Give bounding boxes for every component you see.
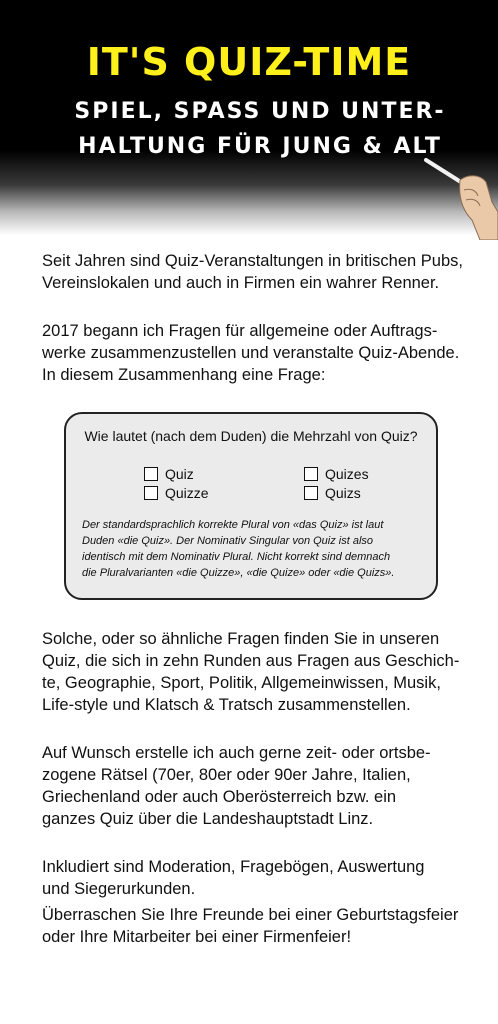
quiz-question: Wie lautet (nach dem Duden) die Mehrzahl von Quiz?: [84, 428, 418, 444]
intro-paragraph-1: Seit Jahren sind Quiz-Veranstaltungen in britischen Pubs, Vereinslokalen und auch in Firmen ein wahrer Renner.: [42, 252, 463, 292]
checkbox-icon[interactable]: [144, 486, 158, 500]
quiz-explanation: Der standardsprachlich korrekte Plural von «das Quiz» ist laut Duden «die Quiz». Der Nominativ Singular von Quiz ist also identisch mit dem Nominativ Plural. Nicht korrekt sind demnach die Pluralvarianten «die Quizze», «die Quize» oder «die Quizs».: [82, 519, 395, 579]
subtitle-line-2: HALTUNG FÜR JUNG & ALT: [78, 134, 442, 159]
body-paragraph-1: Solche, oder so ähnliche Fragen finden Sie in unseren Quiz, die sich in zehn Runden aus Fragen aus Geschich- te, Geographie, Sport, Politik, Allgemeinwissen, Musik, Life-style und Klatsch & Tratsch zusammenstellen.: [42, 630, 460, 714]
subtitle-line-1: SPIEL, SPASS UND UNTER-: [74, 99, 446, 124]
body-paragraph-2: Auf Wunsch erstelle ich auch gerne zeit- oder ortsbe- zogene Rätsel (70er, 80er oder 90er Jahre, Italien, Griechenland oder auch Oberösterreich bzw. ein ganzes Quiz über die Landeshauptstadt Linz.: [42, 744, 431, 828]
quiz-question-box: [64, 412, 438, 600]
option-quizze[interactable]: Quizze: [144, 485, 209, 501]
body-paragraph-4: Überraschen Sie Ihre Freunde bei einer Geburtstagsfeier oder Ihre Mitarbeiter bei einer Firmenfeier!: [42, 906, 459, 946]
hand-with-chalk-icon: [420, 150, 498, 240]
checkbox-icon[interactable]: [304, 486, 318, 500]
option-quizes[interactable]: Quizes: [304, 466, 369, 482]
page-title: IT'S QUIZ-TIME: [86, 40, 412, 84]
option-quizs[interactable]: Quizs: [304, 485, 361, 501]
checkbox-icon[interactable]: [304, 467, 318, 481]
checkbox-icon[interactable]: [144, 467, 158, 481]
body-paragraph-3: Inkludiert sind Moderation, Fragebögen, Auswertung und Siegerurkunden.: [42, 858, 425, 898]
option-quiz[interactable]: Quiz: [144, 466, 194, 482]
chalkboard-header: [0, 0, 498, 235]
intro-paragraph-2: 2017 begann ich Fragen für allgemeine oder Auftrags- werke zusammenzustellen und veranstalte Quiz-Abende. In diesem Zusammenhang eine Frage:: [42, 322, 460, 384]
